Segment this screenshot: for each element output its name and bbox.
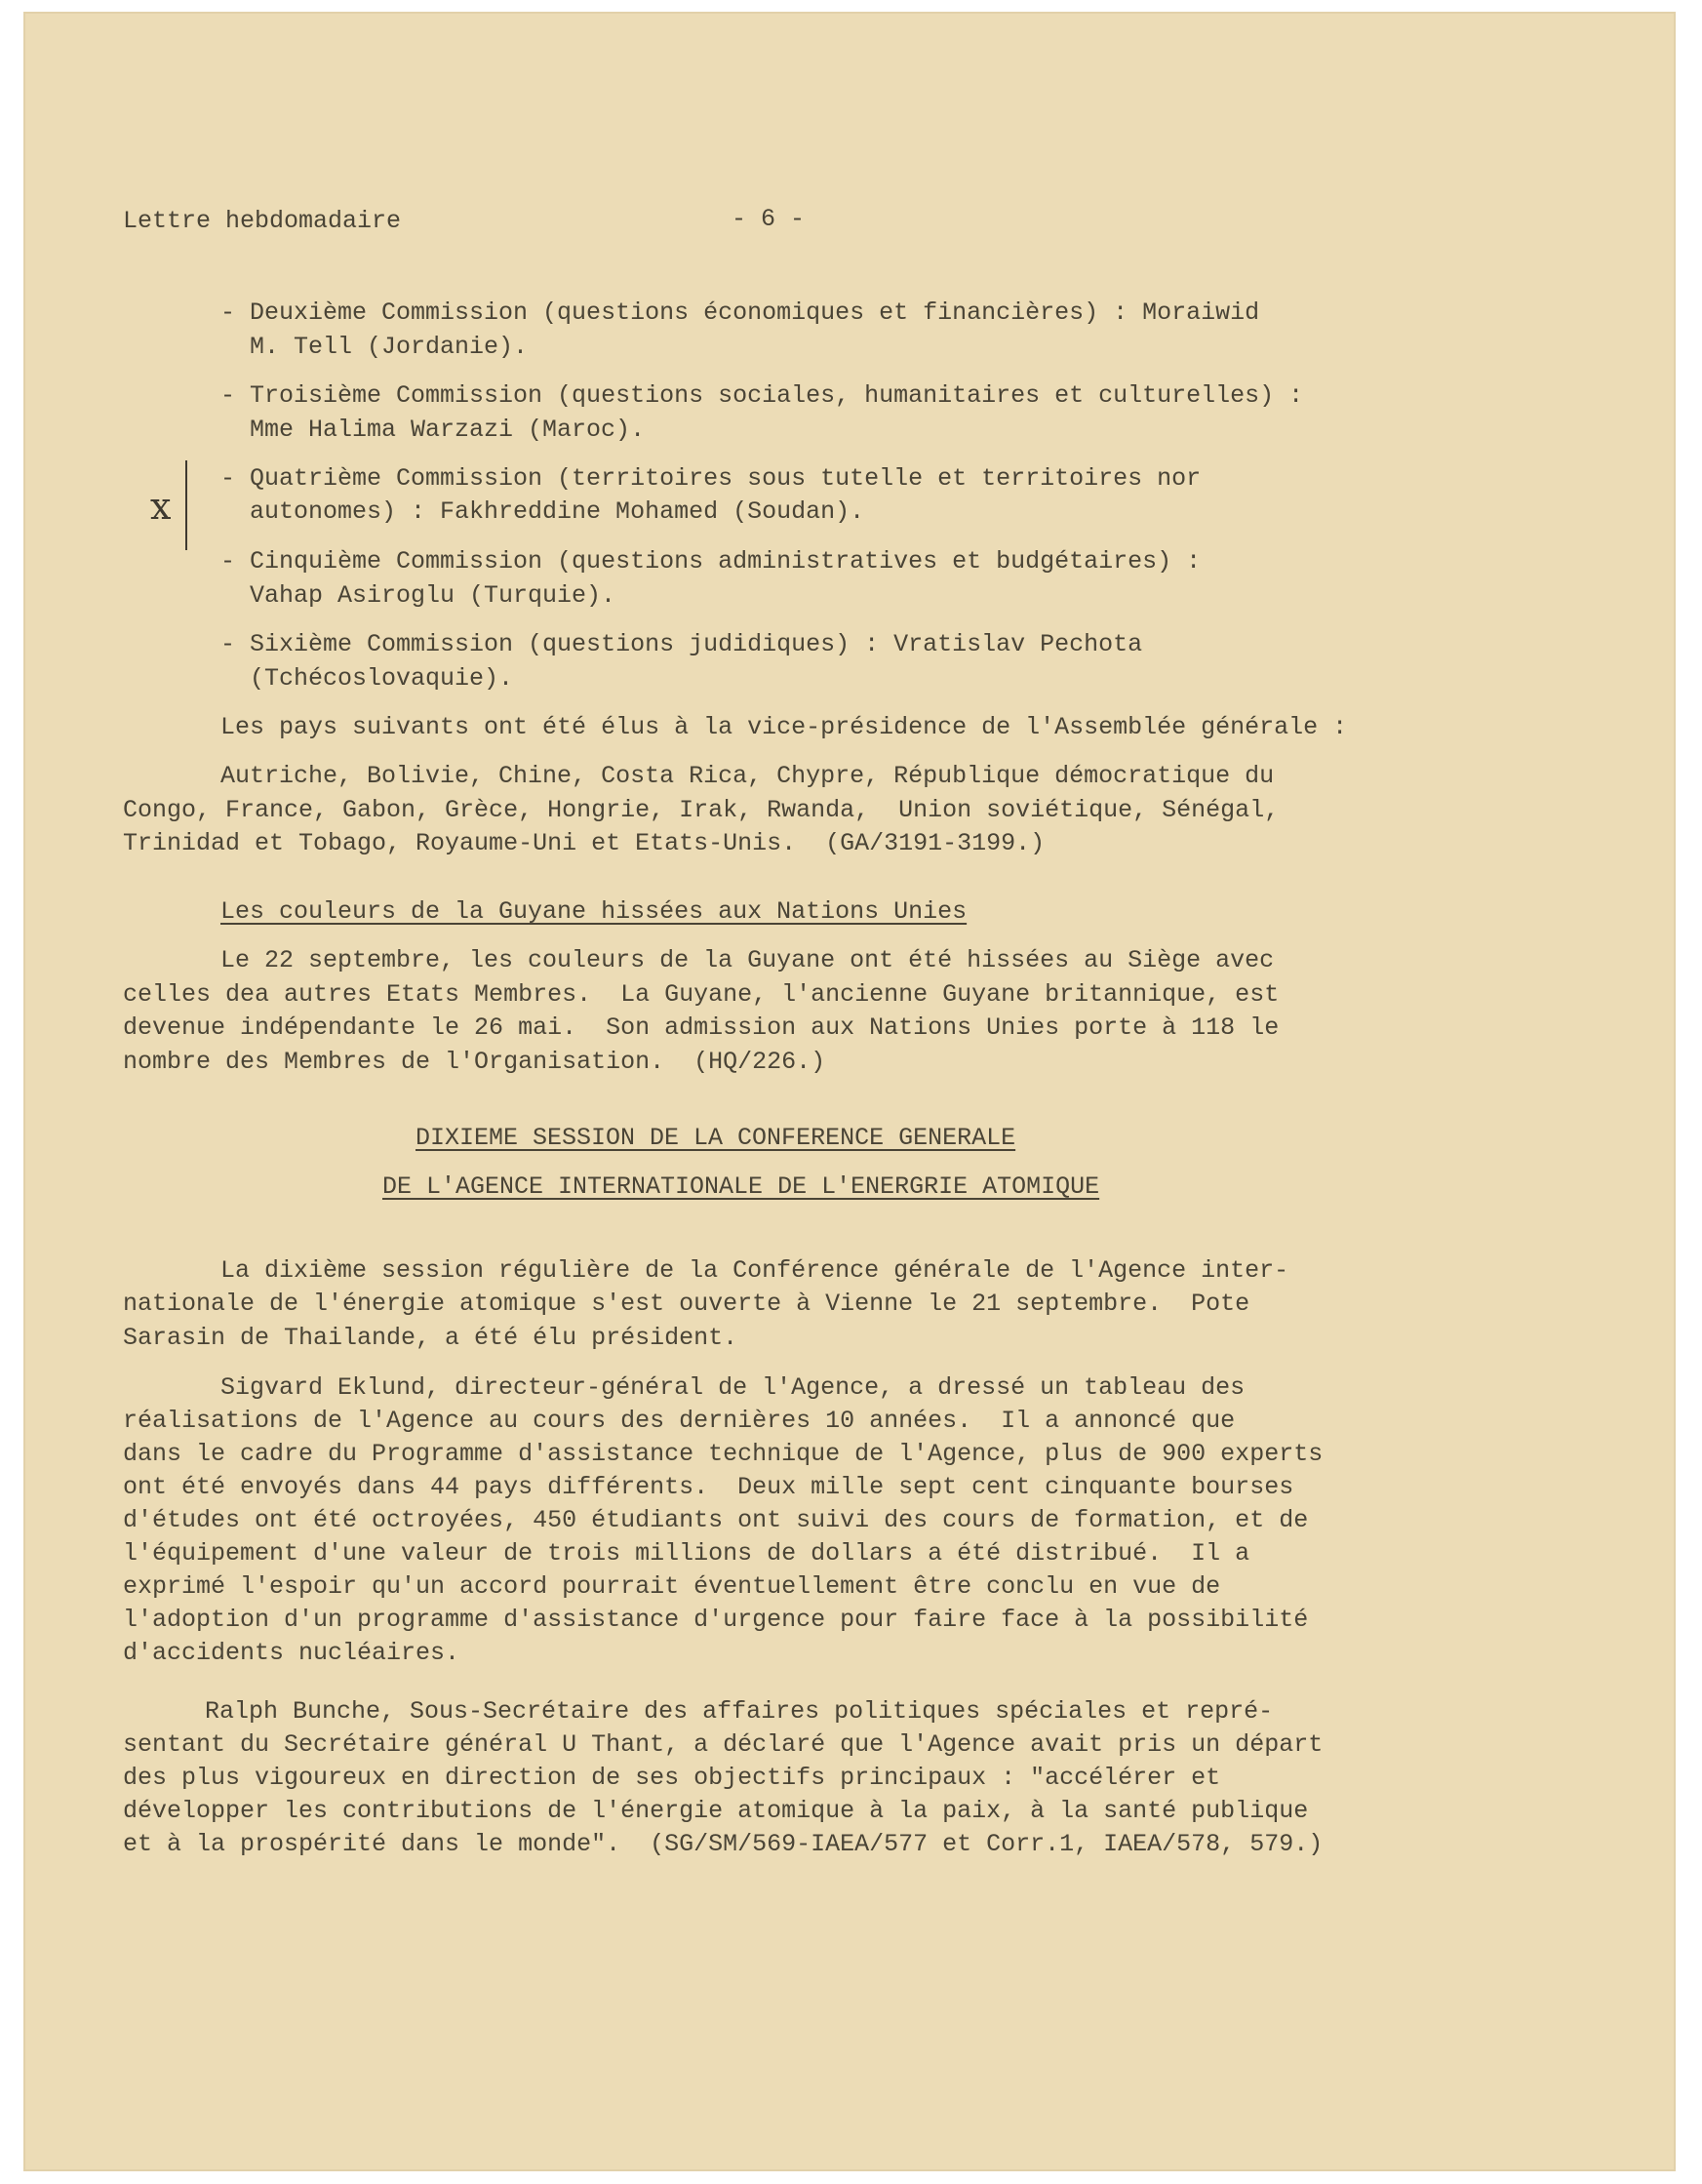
commission-3-line-1: - Troisième Commission (questions sociales, humanitaires et culturelles) : <box>220 381 1304 410</box>
aiea-para2-line-1: Sigvard Eklund, directeur-général de l'Agence, a dressé un tableau des <box>220 1373 1246 1402</box>
aiea-para1-line-1: La dixième session régulière de la Conférence générale de l'Agence inter- <box>220 1256 1289 1285</box>
aiea-para2-line-4: ont été envoyés dans 44 pays différents. Deux mille sept cent cinquante bourses <box>123 1473 1294 1501</box>
commission-4-line-1: - Quatrième Commission (territoires sous tutelle et territoires nor <box>220 464 1202 493</box>
commission-6-line-1: - Sixième Commission (questions judidiques) : Vratislav Pechota <box>220 630 1143 658</box>
commission-2-line-1: - Deuxième Commission (questions économiques et financières) : Moraiwid <box>220 298 1260 327</box>
guyane-line-4: nombre des Membres de l'Organisation. (HQ/226.) <box>123 1048 826 1076</box>
aiea-para3-line-2: sentant du Secrétaire général U Thant, a déclaré que l'Agence avait pris un départ <box>123 1730 1324 1759</box>
document-page <box>25 14 1674 2169</box>
guyane-line-1: Le 22 septembre, les couleurs de la Guyane ont été hissées au Siège avec <box>220 946 1275 974</box>
aiea-para3-line-4: développer les contributions de l'énergie atomique à la paix, à la santé publique <box>123 1797 1309 1825</box>
aiea-para3-line-5: et à la prospérité dans le monde". (SG/SM/569-IAEA/577 et Corr.1, IAEA/578, 579.) <box>123 1830 1324 1858</box>
aiea-para2-line-8: l'adoption d'un programme d'assistance d'urgence pour faire face à la possibilité <box>123 1606 1309 1634</box>
aiea-heading-line-1: DIXIEME SESSION DE LA CONFERENCE GENERALE <box>416 1124 1016 1152</box>
header-title: Lettre hebdomadaire <box>123 207 402 235</box>
aiea-para1-line-2: nationale de l'énergie atomique s'est ouverte à Vienne le 21 septembre. Pote <box>123 1290 1250 1318</box>
aiea-para1-line-3: Sarasin de Thailande, a été élu président. <box>123 1324 738 1352</box>
commission-5-line-2: Vahap Asiroglu (Turquie). <box>250 581 616 610</box>
vice-presidence-intro: Les pays suivants ont été élus à la vice-présidence de l'Assemblée générale : <box>220 713 1348 741</box>
guyane-line-3: devenue indépendante le 26 mai. Son admission aux Nations Unies porte à 118 le <box>123 1013 1280 1042</box>
margin-line <box>185 460 187 550</box>
aiea-heading-line-2: DE L'AGENCE INTERNATIONALE DE L'ENERGRIE ATOMIQUE <box>382 1172 1100 1201</box>
commission-5-line-1: - Cinquième Commission (questions administratives et budgétaires) : <box>220 547 1202 576</box>
commission-4-line-2: autonomes) : Fakhreddine Mohamed (Soudan). <box>250 497 865 526</box>
commission-6-line-2: (Tchécoslovaquie). <box>250 664 514 693</box>
guyane-line-2: celles dea autres Etats Membres. La Guyane, l'ancienne Guyane britannique, est <box>123 980 1280 1009</box>
guyane-heading: Les couleurs de la Guyane hissées aux Nations Unies <box>220 897 968 926</box>
vice-presidence-line-3: Trinidad et Tobago, Royaume-Uni et Etats-Unis. (GA/3191-3199.) <box>123 829 1046 857</box>
aiea-para2-line-2: réalisations de l'Agence au cours des dernières 10 années. Il a annoncé que <box>123 1407 1236 1435</box>
aiea-para2-line-3: dans le cadre du Programme d'assistance technique de l'Agence, plus de 900 experts <box>123 1440 1324 1468</box>
aiea-para2-line-7: exprimé l'espoir qu'un accord pourrait éventuellement être conclu en vue de <box>123 1572 1221 1601</box>
vice-presidence-line-2: Congo, France, Gabon, Grèce, Hongrie, Irak, Rwanda, Union soviétique, Sénégal, <box>123 796 1280 824</box>
aiea-para2-line-9: d'accidents nucléaires. <box>123 1639 460 1667</box>
commission-3-line-2: Mme Halima Warzazi (Maroc). <box>250 416 646 444</box>
vice-presidence-line-1: Autriche, Bolivie, Chine, Costa Rica, Chypre, République démocratique du <box>220 762 1275 790</box>
aiea-para2-line-6: l'équipement d'une valeur de trois millions de dollars a été distribué. Il a <box>123 1539 1250 1568</box>
aiea-para3-line-3: des plus vigoureux en direction de ses objectifs principaux : "accélérer et <box>123 1764 1221 1792</box>
aiea-para3-line-1: Ralph Bunche, Sous-Secrétaire des affaires politiques spéciales et repré- <box>205 1697 1274 1726</box>
commission-2-line-2: M. Tell (Jordanie). <box>250 333 529 361</box>
page-number: - 6 - <box>732 205 806 233</box>
aiea-para2-line-5: d'études ont été octroyées, 450 étudiants ont suivi des cours de formation, et de <box>123 1506 1309 1534</box>
handwritten-margin-mark: x <box>150 485 172 528</box>
